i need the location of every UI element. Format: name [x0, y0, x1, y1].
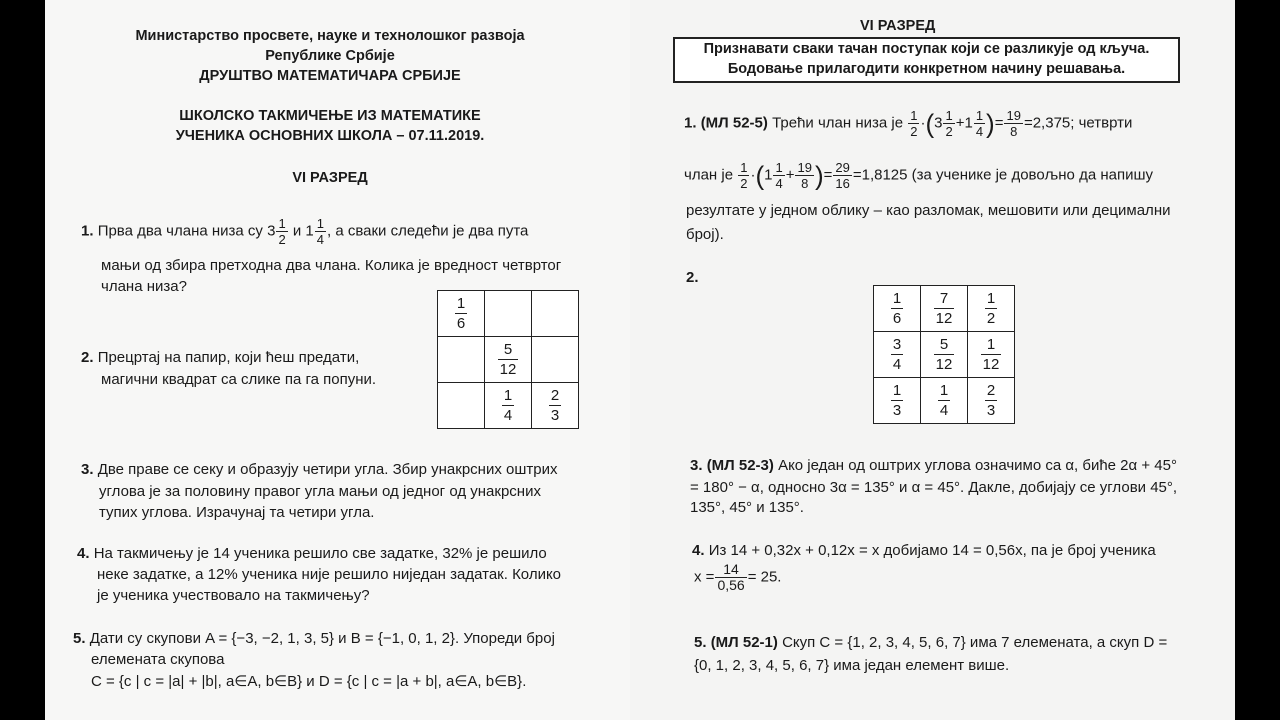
solution-1-line3: резултате у једном облику – као разломак, мешовити или децимални [686, 202, 1171, 219]
square-cell [921, 378, 968, 424]
square-cell [532, 337, 579, 383]
fraction: $\frac{2}{3}$ [550, 387, 560, 424]
square-cell [874, 378, 921, 424]
fraction: $\frac{1}{4}$ [316, 216, 324, 247]
square-cell [921, 286, 968, 332]
fraction: $\frac{1}{6}$ [892, 290, 902, 327]
fraction: $\frac{1}{2}$ [278, 216, 286, 247]
problem-text: и 1 [292, 222, 314, 240]
fraction: $\frac{1}{2}$ [986, 290, 996, 327]
solution-text: четврти [1078, 114, 1133, 132]
problem-text: Прецртај на папир, који ћеш предати, [97, 349, 360, 366]
solution-1-line4: број). [686, 226, 724, 243]
solution-text: Трећи члан низа је [772, 114, 904, 132]
republic-line: Републике Србије [265, 48, 395, 64]
fraction: $\frac{2}{3}$ [986, 382, 996, 419]
problem-text: Дати су скупови A = {−3, −2, 1, 3, 5} и B = {−1, 0, 1, 2}. Упореди број [89, 630, 555, 647]
solution-5-line2: {0, 1, 2, 3, 4, 5, 6, 7} има један елемент више. [694, 657, 1010, 674]
square-cell [438, 383, 485, 429]
grading-note-line2: Бодовање прилагодити конкретном начину решавања. [727, 61, 1126, 77]
square-cell [921, 332, 968, 378]
square-cell [874, 332, 921, 378]
fraction: $\frac{1}{2}$ [910, 108, 918, 139]
solution-4-line2: x = $\frac{14}{0,56}$ = 25. [694, 561, 782, 593]
problem-text: , а сваки следећи је два пута [326, 222, 529, 240]
square-cell [532, 383, 579, 429]
fraction: $\frac{19}{8}$ [1006, 108, 1021, 139]
problem-3-line3: тупих углова. Израчунај та четири угла. [99, 504, 375, 521]
problem-3-line2: углова је за половину правог угла мањи од једног од унакрсних [99, 483, 541, 500]
magic-square-solution [873, 285, 1015, 424]
square-row [438, 337, 579, 383]
problem-3 [81, 459, 557, 481]
solution-number: 3. [690, 457, 703, 474]
problem-number: 4. [77, 545, 90, 562]
square-cell [532, 291, 579, 337]
problem-number: 5. [73, 630, 86, 647]
solution-text: Из 14 + 0,32x + 0,12x = x добијамо 14 = 0,56x, па је број ученика [708, 542, 1156, 559]
solution-3 [690, 455, 1177, 477]
right-page [630, 0, 1235, 720]
fraction: $\frac{1}{4}$ [975, 108, 984, 139]
square-row [438, 383, 579, 429]
problem-code: (МЛ 52-5) [700, 114, 768, 132]
problem-text: На такмичењу је 14 ученика решило све задатке, 32% је решило [93, 545, 547, 562]
square-cell [874, 286, 921, 332]
solution-3-line3: 135°, 45° и 135°. [690, 499, 804, 516]
fraction: $\frac{1}{3}$ [892, 382, 902, 419]
fraction: $\frac{1}{2}$ [740, 160, 748, 191]
magic-square-empty [437, 290, 579, 429]
fraction: $\frac{1}{4}$ [503, 387, 513, 424]
square-row [438, 291, 579, 337]
square-cell [485, 291, 532, 337]
solution-text: Скуп C = {1, 2, 3, 4, 5, 6, 7} има 7 елемената, а скуп D = [782, 634, 1168, 651]
competition-title: ШКОЛСКО ТАКМИЧЕЊЕ ИЗ МАТЕМАТИКЕ [179, 108, 481, 124]
competition-date-line: УЧЕНИКА ОСНОВНИХ ШКОЛА – 07.11.2019. [175, 128, 485, 144]
problem-1 [81, 216, 528, 247]
fraction: $\frac{29}{16}$ [835, 160, 850, 191]
society-line: ДРУШТВО МАТЕМАТИЧАРА СРБИЈЕ [199, 68, 461, 84]
solution-3-line2: = 180° − α, односно 3α = 135° и α = 45°. Дакле, добијају се углови 45°, [690, 479, 1178, 496]
square-row [874, 286, 1015, 332]
fraction: $\frac{1}{4}$ [775, 160, 783, 191]
solution-number: 5. [694, 634, 707, 651]
grading-note-box [673, 37, 1180, 83]
square-row [874, 378, 1015, 424]
square-cell [968, 332, 1015, 378]
fraction: $\frac{1}{2}$ [945, 108, 953, 139]
solution-number: 1. [684, 114, 697, 132]
grading-note-line1: Признавати сваки тачан поступак који се разликује од кључа. [703, 41, 1150, 57]
solutions-grade-heading: VI РАЗРЕД [860, 18, 936, 34]
square-cell [968, 378, 1015, 424]
fraction: $\frac{14}{0,56}$ [717, 561, 745, 593]
fraction: $\frac{19}{8}$ [797, 160, 812, 191]
problem-2 [81, 347, 359, 369]
square-cell [485, 337, 532, 383]
fraction: $\frac{5}{12}$ [935, 336, 953, 373]
fraction: $\frac{3}{4}$ [892, 336, 902, 373]
problem-text: Две праве се секу и образују четири угла. Збир унакрсних оштрих [97, 461, 558, 478]
solution-5 [694, 632, 1167, 654]
square-cell [438, 291, 485, 337]
square-cell [968, 286, 1015, 332]
problem-5-line3: C = {c | c = |a| + |b|, a∈A, b∈B} и D = {c | c = |a + b|, a∈A, b∈B}. [91, 673, 527, 690]
problem-1-line2: мањи од збира претходна два члана. Колика је вредност четвртог [101, 257, 562, 274]
problem-1-line3: члана низа? [101, 278, 187, 295]
problem-4 [77, 543, 547, 565]
square-cell [438, 337, 485, 383]
problem-number: 1. [81, 222, 94, 240]
square-row [874, 332, 1015, 378]
square-cell [485, 383, 532, 429]
problem-number: 2. [81, 349, 94, 366]
ministry-line: Министарство просвете, науке и технолошког развоја [135, 28, 525, 44]
problem-5-line2: елемената скупова [91, 651, 225, 668]
fraction: $\frac{5}{12}$ [499, 341, 517, 378]
fraction: $\frac{1}{4}$ [939, 382, 949, 419]
fraction: $\frac{1}{12}$ [982, 336, 1000, 373]
solution-4 [692, 540, 1156, 562]
solution-text: Ако један од оштрих углова означимо са α, биће 2α + 45° [778, 457, 1177, 474]
solution-1: 1. (МЛ 52-5) Трећи члан низа је $\frac{1}{2}$ ·(3 $\frac{1}{2}$ +1 $\frac{1}{4}$ )= $\frac{19}{8}$ =2,375; четврти [684, 108, 1133, 139]
problem-4-line3: је ученика учествовало на такмичењу? [97, 587, 370, 604]
fraction: $\frac{7}{12}$ [935, 290, 953, 327]
solution-1-line2: члан је $\frac{1}{2}$ ·(1 $\frac{1}{4}$ + $\frac{19}{8}$ )= $\frac{29}{16}$ =1,8125 (за ученике је довољно да напишу [684, 160, 1153, 191]
solution-number: 4. [692, 542, 705, 559]
fraction: $\frac{1}{6}$ [456, 295, 466, 332]
problem-code: (МЛ 52-3) [706, 457, 774, 474]
problem-text: Прва два члана низа су 3 [97, 222, 276, 240]
problem-number: 3. [81, 461, 94, 478]
left-page [45, 0, 630, 720]
problem-5 [73, 628, 555, 650]
problem-code: (МЛ 52-1) [710, 634, 778, 651]
problem-4-line2: неке задатке, а 12% ученика није решило ниједан задатак. Колико [97, 566, 562, 583]
problem-2-line2: магични квадрат са слике па га попуни. [101, 371, 377, 388]
solution-2-number: 2. [686, 269, 699, 286]
grade-heading: VI РАЗРЕД [292, 170, 368, 186]
